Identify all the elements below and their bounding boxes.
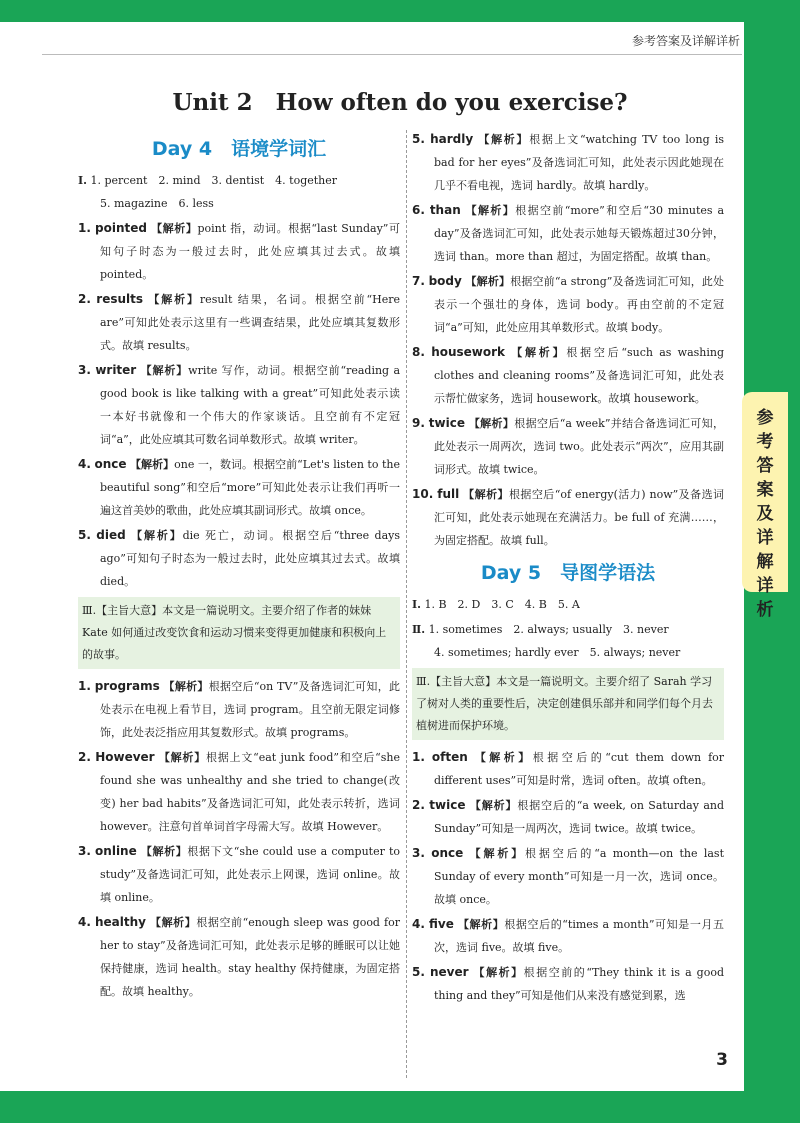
answer-item: [412, 270, 724, 339]
answer-word: housework: [431, 345, 506, 359]
vocab-part1: [78, 169, 400, 215]
answer-number: 4.: [78, 915, 91, 929]
answer-number: 2.: [78, 750, 91, 764]
left-column: [78, 128, 400, 1005]
answer-number: 5.: [412, 965, 425, 979]
part1-line2: 5. magazine 6. less: [100, 197, 214, 210]
part3-list: [78, 675, 400, 1003]
answer-item: [412, 842, 724, 911]
analysis-tag: 【解析】: [148, 293, 200, 306]
analysis-tag: 【解析】: [158, 751, 206, 764]
answer-item: [78, 840, 400, 909]
analysis-tag: 【解析】: [457, 918, 505, 931]
analysis-tag: 【解析】: [474, 751, 533, 764]
right-column: [412, 128, 724, 1009]
answer-item: [412, 412, 724, 481]
answer-item: [412, 746, 724, 792]
answer-item: [412, 128, 724, 197]
analysis-tag: 【解析】: [463, 488, 509, 501]
column-divider: [406, 130, 407, 1078]
answer-number: 2.: [78, 292, 91, 306]
analysis-tag: 【解析】: [140, 364, 189, 377]
analysis-text: 根据空后“such as washing clothes and cleaning rooms”及备选词汇可知，此处表示帮忙做家务，选词 housework。故填 housework。: [434, 346, 725, 405]
answer-number: 4.: [78, 457, 91, 471]
analysis-tag: 【解析】: [473, 966, 524, 979]
analysis-text: one 一，数词。根据空前“Let's listen to the beautiful song”和空后“more”可知此处表示让我们再听一遍这首美妙的歌曲，此处应填其副词形式。故填 once。: [100, 458, 401, 517]
answer-word: full: [437, 487, 460, 501]
answer-item: [412, 794, 724, 840]
analysis-text: 根据空后的“a week, on Saturday and Sunday”可知是一周两次，选词 twice。故填 twice。: [434, 799, 725, 835]
answer-word: writer: [95, 363, 137, 377]
analysis-tag: 【解析】: [469, 847, 526, 860]
analysis-tag: 【解析】: [150, 916, 197, 929]
part2-list: [78, 217, 400, 593]
day4-title: Day 4 语境学词汇: [151, 138, 327, 160]
analysis-tag: 【解析】: [140, 845, 188, 858]
analysis-text: 根据空前“enough sleep was good for her to stay”及备选词汇可知，此处表示足够的睡眠可以让她保持健康，选词 health。stay healthy 保持健康，为固定搭配。故填 healthy。: [100, 916, 400, 998]
summary-box: Ⅲ.【主旨大意】本文是一篇说明文。主要介绍了作者的妹妹 Kate 如何通过改变饮食和运动习惯来变得更加健康和积极向上的故事。: [78, 597, 400, 669]
answer-word: However: [95, 750, 155, 764]
answer-number: 7.: [412, 274, 425, 288]
answer-word: twice: [428, 416, 465, 430]
analysis-tag: 【解析】: [465, 275, 511, 288]
answer-item: [78, 453, 400, 522]
answer-item: [78, 524, 400, 593]
part1-line1: 1. percent 2. mind 3. dentist 4. together: [90, 174, 338, 187]
answer-number: 3.: [412, 846, 425, 860]
analysis-tag: 【解析】: [469, 799, 518, 812]
answer-word: once: [431, 846, 464, 860]
running-header: 参考答案及详解详析: [631, 34, 740, 48]
answer-item: [78, 288, 400, 357]
unit-title: Unit 2 How often do you exercise?: [172, 89, 628, 116]
analysis-text: 根据上文“eat junk food”和空后“she found she was unhealthy and she tried to change(改变) her bad habits”及备选词汇可知，此处表示转折，选词 however。注意句首单词首字母需大写。故填 However。: [100, 751, 400, 833]
answer-word: results: [96, 292, 144, 306]
g2-label: Ⅱ.: [412, 623, 426, 636]
answer-number: 5.: [78, 528, 91, 542]
answer-number: 1.: [78, 679, 91, 693]
analysis-text: 根据空前的“They think it is a good thing and they”可知是他们从来没有感觉到累，选: [434, 966, 724, 1002]
part1-label: Ⅰ.: [78, 174, 87, 187]
analysis-text: die 死亡，动词。根据空后“three days ago”可知句子时态为一般过去时，此处应填其过去式。故填 died。: [100, 529, 401, 588]
answer-word: never: [429, 965, 469, 979]
analysis-tag: 【解析】: [465, 204, 516, 217]
grammar-part2: [412, 618, 724, 664]
analysis-tag: 【解析】: [511, 346, 567, 359]
answer-number: 9.: [412, 416, 425, 430]
top-green-bar: [0, 0, 800, 22]
analysis-tag: 【解析】: [478, 133, 530, 146]
answer-number: 6.: [412, 203, 425, 217]
answer-word: online: [95, 844, 137, 858]
header-rule: [42, 54, 742, 55]
analysis-tag: 【解析】: [468, 417, 515, 430]
answer-number: 3.: [78, 363, 91, 377]
answer-number: 2.: [412, 798, 425, 812]
analysis-text: 根据空后的“cut them down for different uses”可知是时常，选词 often。故填 often。: [434, 751, 725, 787]
g1-line: 1. B 2. D 3. C 4. B 5. A: [424, 598, 580, 611]
grammar-part1: [412, 593, 724, 616]
answer-item: [412, 483, 724, 552]
g2-line1: 1. sometimes 2. always; usually 3. never: [428, 623, 669, 636]
analysis-text: 根据空后“a week”并结合备选词汇可知，此处表示一周两次，选词 two。此处表示“两次”，应用其副词形式。故填 twice。: [434, 417, 725, 476]
answer-word: body: [428, 274, 462, 288]
g1-label: Ⅰ.: [412, 598, 421, 611]
answer-number: 4.: [412, 917, 425, 931]
analysis-text: write 写作，动词。根据空前“reading a good book is like talking with a great”可知此处表示读一本好书就像和一个伟大的作家谈话。且空前有不定冠词“a”，此处应填其可数名词单数形式。故填 writer。: [100, 364, 401, 446]
answer-number: 3.: [78, 844, 91, 858]
answer-item: [412, 913, 724, 959]
side-tab: [742, 392, 788, 620]
answer-item: [78, 675, 400, 744]
answer-item: [78, 746, 400, 838]
answer-number: 1.: [78, 221, 91, 235]
answer-word: programs: [94, 679, 160, 693]
part3-list-cont: [412, 128, 724, 552]
answer-number: 1.: [412, 750, 425, 764]
analysis-text: 根据下文“she could use a computer to study”及备选词汇可知，此处表示上网课，选词 online。故填 online。: [100, 845, 401, 904]
answer-item: [78, 359, 400, 451]
analysis-text: 根据空后的“a month—on the last Sunday of every month”可知是一月一次，选词 once。故填 once。: [434, 847, 724, 906]
analysis-text: point 指，动词。根据“last Sunday”可知句子时态为一般过去时，此处应填其过去式。故填 pointed。: [100, 222, 401, 281]
answer-number: 8.: [412, 345, 425, 359]
side-tab-text: 参考答案及详解详析: [756, 408, 774, 620]
answer-word: healthy: [94, 915, 146, 929]
analysis-text: 根据空后“on TV”及备选词汇可知，此处表示在电视上看节目，选词 program。且空前无限定词修饰，此处表泛指应用其复数形式。故填 programs。: [100, 680, 400, 739]
day5-title: Day 5 导图学语法: [480, 562, 656, 584]
analysis-tag: 【解析】: [130, 458, 175, 471]
bottom-green-bar: [0, 1091, 800, 1123]
summary-box-2: Ⅲ.【主旨大意】本文是一篇说明文。主要介绍了 Sarah 学习了树对人类的重要性后，决定创建俱乐部并和同学们每个月去植树进而保护环境。: [412, 668, 724, 740]
page-number: 3: [716, 1050, 728, 1070]
answer-word: once: [94, 457, 127, 471]
g2-line2: 4. sometimes; hardly ever 5. always; never: [434, 646, 681, 659]
analysis-text: result 结果，名词。根据空前“Here are”可知此处表示这里有一些调查结果，此处应填其复数形式。故填 results。: [100, 293, 400, 352]
answer-item: [412, 199, 724, 268]
answer-number: 5.: [412, 132, 425, 146]
answer-number: 10.: [412, 487, 434, 501]
analysis-text: 根据空前“a strong”及备选词汇可知，此处表示一个强壮的身体，选词 body。再由空前的不定冠词“a”可知，此处应用其单数形式。故填 body。: [434, 275, 725, 334]
analysis-text: 根据上文“watching TV too long is bad for her eyes”及备选词汇可知，此处表示因此她现在几乎不看电视，选词 hardly。故填 hardly。: [434, 133, 725, 192]
answer-word: than: [429, 203, 461, 217]
analysis-text: 根据空后“of energy(活力) now”及备选词汇可知，此处表示她现在充满活力。be full of 充满……，为固定搭配。故填 full。: [434, 488, 725, 547]
answer-item: [412, 961, 724, 1007]
answer-item: [78, 217, 400, 286]
analysis-text: 根据空前“more”和空后“30 minutes a day”及备选词汇可知，此处表示她每天锻炼超过30分钟，选词 than。more than 超过，为固定搭配。故填 than。: [434, 204, 725, 263]
analysis-text: 根据空后的“times a month”可知是一月五次，选词 five。故填 five。: [434, 918, 725, 954]
answer-word: five: [429, 917, 454, 931]
answer-item: [78, 911, 400, 1003]
analysis-tag: 【解析】: [131, 529, 183, 542]
answer-word: pointed: [95, 221, 147, 235]
grammar-part3-list: [412, 746, 724, 1007]
analysis-tag: 【解析】: [151, 222, 198, 235]
answer-word: often: [431, 750, 468, 764]
answer-word: twice: [429, 798, 466, 812]
answer-word: hardly: [430, 132, 474, 146]
answer-item: [412, 341, 724, 410]
analysis-tag: 【解析】: [163, 680, 209, 693]
answer-word: died: [96, 528, 126, 542]
